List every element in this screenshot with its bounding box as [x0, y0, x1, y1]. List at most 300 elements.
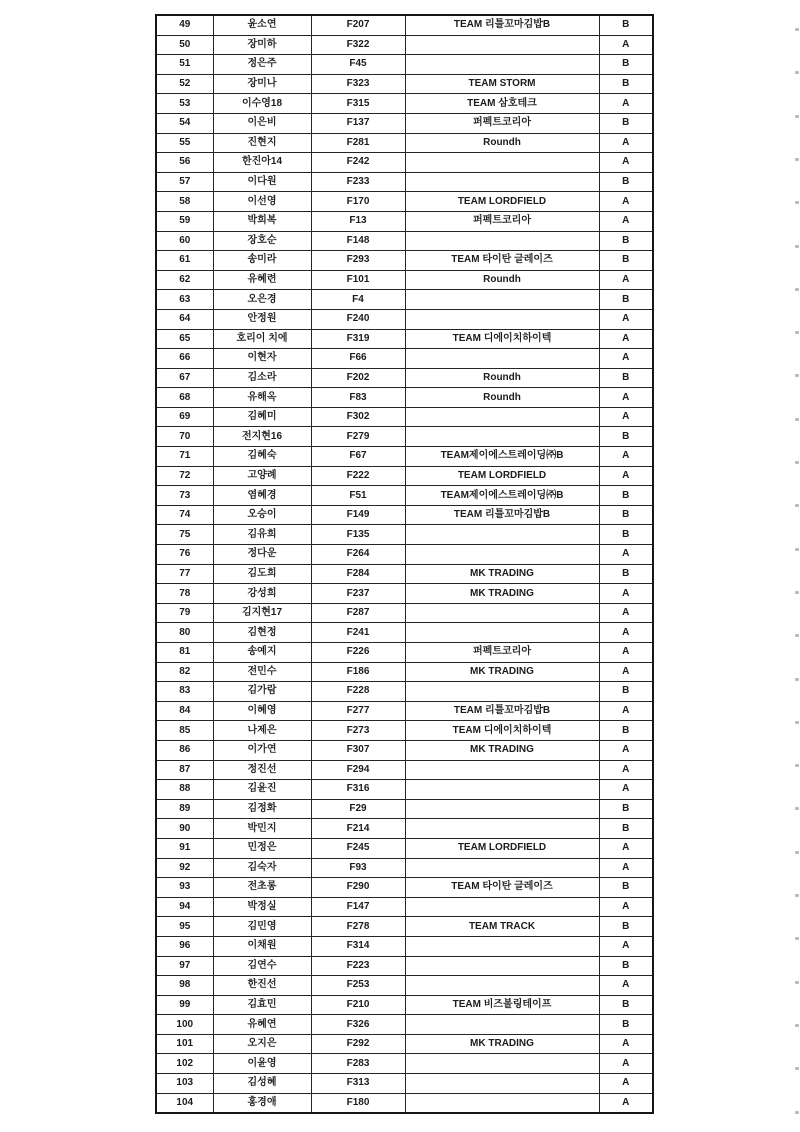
cell-team: TEAM LORDFIELD: [405, 466, 599, 486]
cell-grade: A: [599, 603, 653, 623]
cell-team: TEAM 삼호테크: [405, 94, 599, 114]
cell-team: [405, 1093, 599, 1113]
cell-team: TEAM LORDFIELD: [405, 838, 599, 858]
cell-no: 65: [156, 329, 213, 349]
cell-no: 104: [156, 1093, 213, 1113]
cell-team: [405, 603, 599, 623]
cell-no: 63: [156, 290, 213, 310]
table-row: [156, 545, 653, 565]
cell-grade: B: [599, 995, 653, 1015]
table-row: [156, 447, 653, 467]
cell-team: [405, 976, 599, 996]
cell-no: 93: [156, 878, 213, 898]
cell-grade: A: [599, 545, 653, 565]
cell-grade: B: [599, 486, 653, 506]
cell-team: [405, 525, 599, 545]
cell-code: F322: [311, 35, 405, 55]
cell-grade: A: [599, 211, 653, 231]
cell-no: 59: [156, 211, 213, 231]
cell-code: F245: [311, 838, 405, 858]
binding-mark: [795, 1024, 799, 1027]
cell-code: F314: [311, 936, 405, 956]
cell-team: MK TRADING: [405, 1034, 599, 1054]
table-row: [156, 662, 653, 682]
cell-grade: A: [599, 1074, 653, 1094]
cell-name: 송미라: [213, 251, 311, 271]
table-row: [156, 329, 653, 349]
cell-team: [405, 897, 599, 917]
cell-grade: B: [599, 721, 653, 741]
cell-code: F147: [311, 897, 405, 917]
cell-grade: A: [599, 740, 653, 760]
cell-team: [405, 682, 599, 702]
cell-name: 전지현16: [213, 427, 311, 447]
cell-grade: A: [599, 701, 653, 721]
cell-code: F316: [311, 780, 405, 800]
cell-name: 정다운: [213, 545, 311, 565]
binding-mark: [795, 201, 799, 204]
cell-no: 53: [156, 94, 213, 114]
cell-no: 68: [156, 388, 213, 408]
cell-team: [405, 349, 599, 369]
cell-grade: A: [599, 976, 653, 996]
cell-team: MK TRADING: [405, 740, 599, 760]
cell-name: 호리이 치에: [213, 329, 311, 349]
table-row: [156, 251, 653, 271]
cell-name: 김유희: [213, 525, 311, 545]
cell-team: [405, 819, 599, 839]
cell-code: F284: [311, 564, 405, 584]
cell-no: 95: [156, 917, 213, 937]
cell-grade: A: [599, 133, 653, 153]
cell-code: F170: [311, 192, 405, 212]
binding-mark: [795, 374, 799, 377]
cell-grade: B: [599, 1015, 653, 1035]
cell-team: [405, 407, 599, 427]
cell-team: 퍼펙트코리아: [405, 113, 599, 133]
cell-code: F45: [311, 55, 405, 75]
cell-name: 이수영18: [213, 94, 311, 114]
binding-mark: [795, 678, 799, 681]
cell-team: 퍼펙트코리아: [405, 211, 599, 231]
cell-no: 56: [156, 153, 213, 173]
cell-team: TEAM LORDFIELD: [405, 192, 599, 212]
cell-grade: A: [599, 897, 653, 917]
cell-team: [405, 1074, 599, 1094]
cell-name: 이다원: [213, 172, 311, 192]
cell-code: F29: [311, 799, 405, 819]
cell-no: 69: [156, 407, 213, 427]
cell-name: 김효민: [213, 995, 311, 1015]
cell-grade: A: [599, 94, 653, 114]
cell-no: 52: [156, 74, 213, 94]
cell-no: 91: [156, 838, 213, 858]
table-row: [156, 721, 653, 741]
cell-code: F326: [311, 1015, 405, 1035]
binding-mark: [795, 288, 799, 291]
cell-grade: B: [599, 917, 653, 937]
cell-grade: B: [599, 74, 653, 94]
cell-grade: A: [599, 388, 653, 408]
cell-team: TEAM 비즈볼링테이프: [405, 995, 599, 1015]
table-row: [156, 995, 653, 1015]
cell-code: F66: [311, 349, 405, 369]
table-row: [156, 623, 653, 643]
cell-name: 김연수: [213, 956, 311, 976]
cell-code: F202: [311, 368, 405, 388]
cell-code: F313: [311, 1074, 405, 1094]
cell-name: 김혜숙: [213, 447, 311, 467]
cell-no: 49: [156, 15, 213, 35]
cell-grade: B: [599, 878, 653, 898]
cell-name: 김지현17: [213, 603, 311, 623]
cell-grade: B: [599, 525, 653, 545]
cell-team: [405, 153, 599, 173]
cell-code: F101: [311, 270, 405, 290]
cell-code: F207: [311, 15, 405, 35]
cell-no: 66: [156, 349, 213, 369]
cell-name: 윤소연: [213, 15, 311, 35]
cell-no: 58: [156, 192, 213, 212]
cell-code: F319: [311, 329, 405, 349]
table-row: [156, 309, 653, 329]
cell-name: 고양례: [213, 466, 311, 486]
table-row: [156, 349, 653, 369]
cell-name: 진현지: [213, 133, 311, 153]
cell-name: 전초롱: [213, 878, 311, 898]
cell-no: 94: [156, 897, 213, 917]
cell-team: [405, 545, 599, 565]
cell-team: [405, 623, 599, 643]
cell-code: F93: [311, 858, 405, 878]
cell-code: F253: [311, 976, 405, 996]
cell-no: 60: [156, 231, 213, 251]
cell-name: 안정원: [213, 309, 311, 329]
binding-mark: [795, 115, 799, 118]
cell-code: F186: [311, 662, 405, 682]
cell-no: 100: [156, 1015, 213, 1035]
table-row: [156, 643, 653, 663]
table-row: [156, 819, 653, 839]
cell-grade: B: [599, 251, 653, 271]
table-row: [156, 35, 653, 55]
table-row: [156, 231, 653, 251]
cell-code: F222: [311, 466, 405, 486]
table-row: [156, 1074, 653, 1094]
table-row: [156, 1015, 653, 1035]
table-row: [156, 1054, 653, 1074]
cell-code: F277: [311, 701, 405, 721]
cell-no: 84: [156, 701, 213, 721]
cell-grade: B: [599, 819, 653, 839]
cell-grade: A: [599, 407, 653, 427]
cell-team: TEAM STORM: [405, 74, 599, 94]
cell-no: 86: [156, 740, 213, 760]
cell-team: TEAM 리틀꼬마김밥B: [405, 505, 599, 525]
cell-no: 76: [156, 545, 213, 565]
cell-no: 96: [156, 936, 213, 956]
cell-name: 김가람: [213, 682, 311, 702]
cell-grade: A: [599, 153, 653, 173]
table-row: [156, 466, 653, 486]
cell-code: F287: [311, 603, 405, 623]
cell-team: TEAM제이에스트레이딩㈜B: [405, 447, 599, 467]
cell-grade: B: [599, 231, 653, 251]
cell-name: 유혜연: [213, 1015, 311, 1035]
table-row: [156, 94, 653, 114]
cell-team: TEAM 디에이치하이텍: [405, 721, 599, 741]
cell-name: 이선영: [213, 192, 311, 212]
cell-code: F281: [311, 133, 405, 153]
cell-code: F294: [311, 760, 405, 780]
cell-no: 50: [156, 35, 213, 55]
cell-no: 103: [156, 1074, 213, 1094]
table-row: [156, 113, 653, 133]
cell-code: F290: [311, 878, 405, 898]
cell-no: 73: [156, 486, 213, 506]
cell-no: 75: [156, 525, 213, 545]
cell-code: F237: [311, 584, 405, 604]
cell-team: MK TRADING: [405, 662, 599, 682]
cell-team: [405, 290, 599, 310]
cell-grade: B: [599, 564, 653, 584]
cell-code: F292: [311, 1034, 405, 1054]
binding-mark: [795, 331, 799, 334]
cell-name: 강성희: [213, 584, 311, 604]
cell-code: F264: [311, 545, 405, 565]
table-row: [156, 407, 653, 427]
cell-team: [405, 309, 599, 329]
cell-grade: A: [599, 1054, 653, 1074]
cell-grade: A: [599, 760, 653, 780]
cell-team: TEAM TRACK: [405, 917, 599, 937]
cell-name: 장미하: [213, 35, 311, 55]
binding-mark: [795, 28, 799, 31]
page-edge-marks: [792, 0, 800, 1132]
cell-no: 57: [156, 172, 213, 192]
cell-code: F293: [311, 251, 405, 271]
cell-name: 이은비: [213, 113, 311, 133]
cell-grade: B: [599, 368, 653, 388]
cell-name: 장호순: [213, 231, 311, 251]
cell-no: 67: [156, 368, 213, 388]
cell-grade: B: [599, 505, 653, 525]
cell-name: 전민수: [213, 662, 311, 682]
cell-team: Roundh: [405, 270, 599, 290]
cell-team: Roundh: [405, 368, 599, 388]
cell-code: F149: [311, 505, 405, 525]
table-row: [156, 486, 653, 506]
table-row: [156, 55, 653, 75]
cell-grade: B: [599, 172, 653, 192]
cell-name: 송예지: [213, 643, 311, 663]
cell-name: 나제은: [213, 721, 311, 741]
cell-code: F4: [311, 290, 405, 310]
cell-code: F278: [311, 917, 405, 937]
cell-grade: B: [599, 427, 653, 447]
cell-team: TEAM제이에스트레이딩㈜B: [405, 486, 599, 506]
table-row: [156, 701, 653, 721]
table-row: [156, 858, 653, 878]
table-row: [156, 1034, 653, 1054]
cell-grade: A: [599, 349, 653, 369]
table-row: [156, 976, 653, 996]
cell-no: 55: [156, 133, 213, 153]
cell-code: F242: [311, 153, 405, 173]
cell-name: 정은주: [213, 55, 311, 75]
cell-team: [405, 55, 599, 75]
cell-code: F223: [311, 956, 405, 976]
binding-mark: [795, 504, 799, 507]
table-row: [156, 917, 653, 937]
cell-no: 54: [156, 113, 213, 133]
cell-code: F83: [311, 388, 405, 408]
table-row: [156, 505, 653, 525]
table-row: [156, 799, 653, 819]
cell-code: F241: [311, 623, 405, 643]
cell-no: 80: [156, 623, 213, 643]
table-row: [156, 838, 653, 858]
cell-name: 이채원: [213, 936, 311, 956]
cell-grade: A: [599, 858, 653, 878]
cell-name: 박정실: [213, 897, 311, 917]
cell-grade: A: [599, 838, 653, 858]
cell-name: 이현자: [213, 349, 311, 369]
cell-name: 염혜경: [213, 486, 311, 506]
binding-mark: [795, 851, 799, 854]
cell-name: 김윤진: [213, 780, 311, 800]
cell-no: 51: [156, 55, 213, 75]
cell-team: 퍼펙트코리아: [405, 643, 599, 663]
table-row: [156, 603, 653, 623]
table-row: [156, 388, 653, 408]
cell-code: F13: [311, 211, 405, 231]
cell-name: 김혜미: [213, 407, 311, 427]
cell-code: F323: [311, 74, 405, 94]
cell-grade: A: [599, 623, 653, 643]
table-row: [156, 172, 653, 192]
cell-team: MK TRADING: [405, 564, 599, 584]
cell-name: 이윤영: [213, 1054, 311, 1074]
table-row: [156, 133, 653, 153]
cell-grade: B: [599, 15, 653, 35]
table-row: [156, 153, 653, 173]
cell-grade: A: [599, 466, 653, 486]
cell-name: 한진아14: [213, 153, 311, 173]
cell-code: F210: [311, 995, 405, 1015]
binding-mark: [795, 71, 799, 74]
cell-grade: B: [599, 113, 653, 133]
cell-team: TEAM 타이탄 글레이즈: [405, 251, 599, 271]
cell-team: [405, 172, 599, 192]
binding-mark: [795, 1067, 799, 1070]
table-row: [156, 564, 653, 584]
cell-grade: A: [599, 662, 653, 682]
cell-name: 김도희: [213, 564, 311, 584]
cell-name: 이가연: [213, 740, 311, 760]
cell-name: 김현정: [213, 623, 311, 643]
binding-mark: [795, 937, 799, 940]
cell-no: 83: [156, 682, 213, 702]
cell-no: 62: [156, 270, 213, 290]
cell-code: F240: [311, 309, 405, 329]
cell-no: 102: [156, 1054, 213, 1074]
cell-grade: A: [599, 192, 653, 212]
cell-grade: A: [599, 643, 653, 663]
cell-name: 김소라: [213, 368, 311, 388]
cell-grade: A: [599, 1034, 653, 1054]
cell-code: F148: [311, 231, 405, 251]
cell-no: 97: [156, 956, 213, 976]
cell-code: F307: [311, 740, 405, 760]
cell-grade: A: [599, 780, 653, 800]
cell-team: Roundh: [405, 133, 599, 153]
cell-grade: A: [599, 35, 653, 55]
cell-team: TEAM 리틀꼬마김밥B: [405, 15, 599, 35]
cell-code: F283: [311, 1054, 405, 1074]
cell-team: [405, 780, 599, 800]
cell-name: 유해옥: [213, 388, 311, 408]
cell-code: F180: [311, 1093, 405, 1113]
cell-team: [405, 1054, 599, 1074]
cell-grade: B: [599, 682, 653, 702]
cell-team: [405, 427, 599, 447]
table-row: [156, 525, 653, 545]
cell-code: F135: [311, 525, 405, 545]
table-row: [156, 740, 653, 760]
cell-no: 98: [156, 976, 213, 996]
binding-mark: [795, 764, 799, 767]
cell-name: 김민영: [213, 917, 311, 937]
binding-mark: [795, 548, 799, 551]
table-row: [156, 878, 653, 898]
cell-code: F67: [311, 447, 405, 467]
cell-team: [405, 956, 599, 976]
cell-grade: A: [599, 584, 653, 604]
table-row: [156, 368, 653, 388]
cell-no: 64: [156, 309, 213, 329]
cell-grade: B: [599, 799, 653, 819]
table-row: [156, 15, 653, 35]
cell-grade: A: [599, 1093, 653, 1113]
table-row: [156, 936, 653, 956]
cell-grade: B: [599, 55, 653, 75]
cell-name: 오지은: [213, 1034, 311, 1054]
roster-table-body: [156, 15, 653, 1113]
table-row: [156, 780, 653, 800]
cell-no: 90: [156, 819, 213, 839]
cell-no: 72: [156, 466, 213, 486]
cell-code: F226: [311, 643, 405, 663]
cell-code: F315: [311, 94, 405, 114]
cell-code: F137: [311, 113, 405, 133]
cell-team: Roundh: [405, 388, 599, 408]
cell-name: 김성혜: [213, 1074, 311, 1094]
cell-no: 70: [156, 427, 213, 447]
cell-code: F302: [311, 407, 405, 427]
table-row: [156, 897, 653, 917]
cell-no: 85: [156, 721, 213, 741]
table-row: [156, 956, 653, 976]
binding-mark: [795, 981, 799, 984]
cell-no: 87: [156, 760, 213, 780]
cell-grade: A: [599, 309, 653, 329]
cell-no: 89: [156, 799, 213, 819]
cell-no: 92: [156, 858, 213, 878]
table-row: [156, 211, 653, 231]
cell-code: F214: [311, 819, 405, 839]
cell-no: 78: [156, 584, 213, 604]
